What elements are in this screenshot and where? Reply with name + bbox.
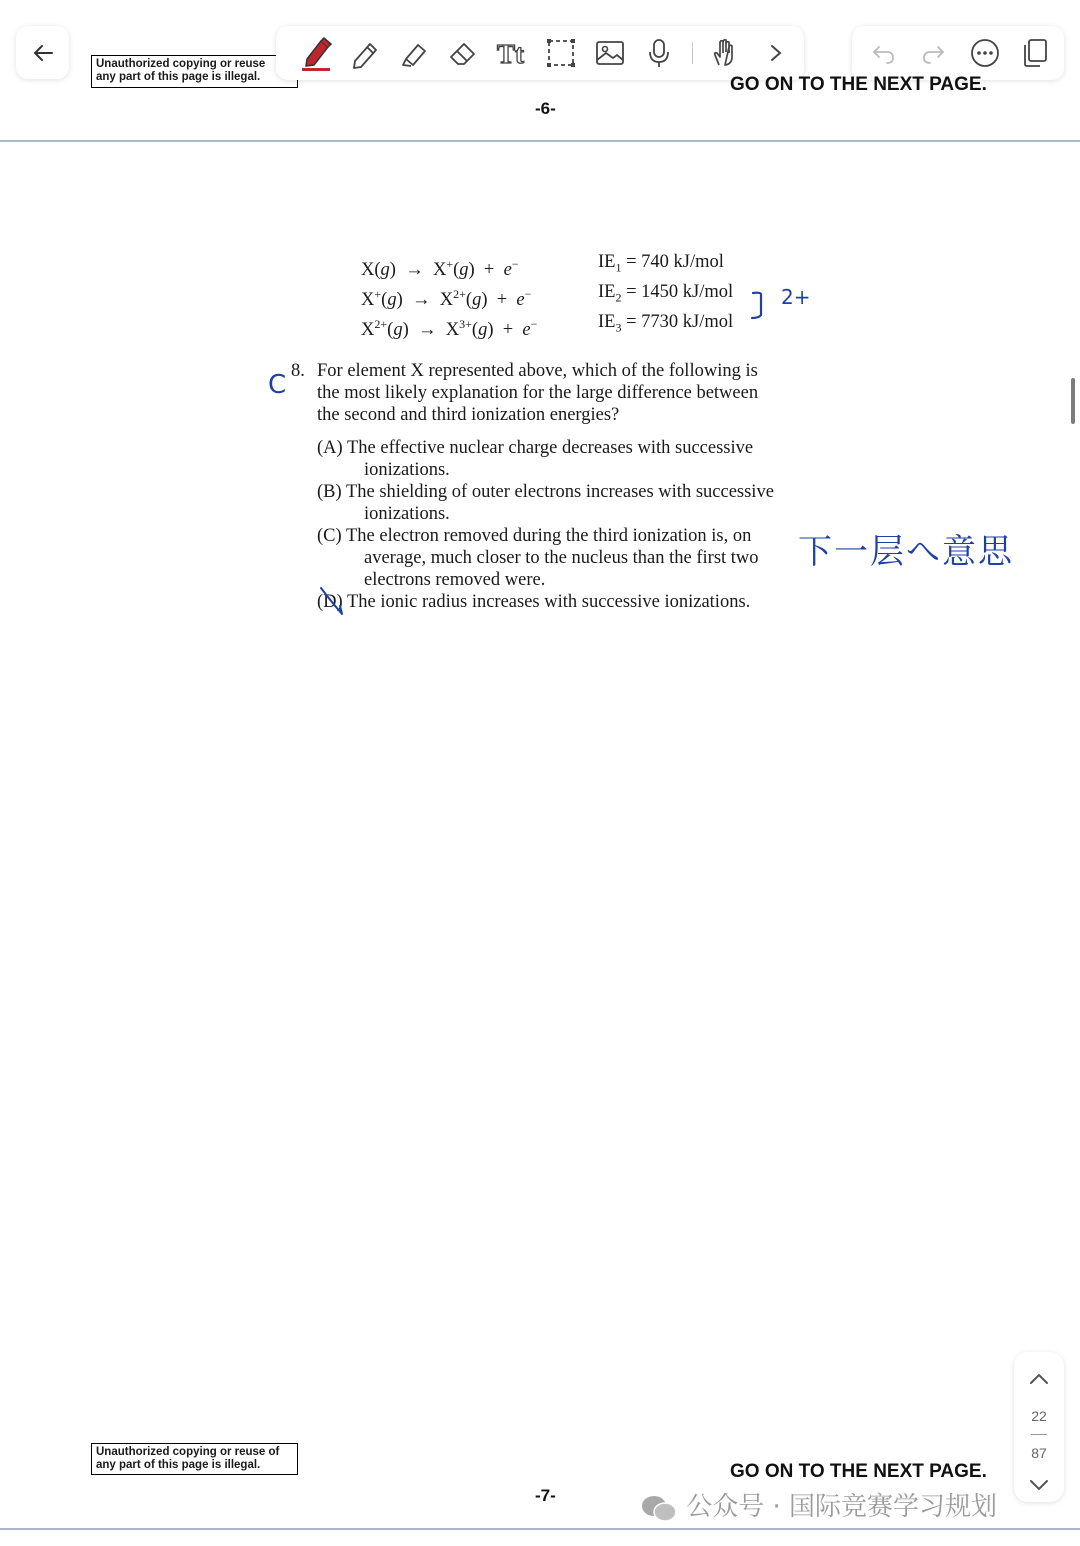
redo-icon [920,39,948,67]
total-page-number: 87 [1031,1445,1047,1461]
pencil-icon [349,37,381,69]
option-a [317,437,753,481]
notice-line: Unauthorized copying or reuse of [96,1446,280,1458]
lasso-select-icon [545,37,577,69]
svg-text:Tt: Tt [497,39,524,69]
text-tool[interactable] [493,34,531,72]
eraser-icon [447,37,479,69]
option-text: ionizations. [364,504,450,524]
notice-line: any part of this page is illegal. [96,71,261,83]
option-b [317,481,774,525]
page-divider [0,140,1080,142]
option-text: The shielding of outer electrons increases with successive [345,482,774,502]
handwritten-strike-d [316,584,348,618]
option-text: ionizations. [364,460,450,480]
arrow-left-icon [30,40,56,66]
option-letter: (A) [317,438,343,458]
option-letter: (B) [317,482,342,502]
option-text: average, much closer to the nucleus than the first two [364,548,759,568]
chevron-up-icon [1027,1370,1051,1388]
copyright-notice-top [91,55,298,88]
question-stem [317,360,758,426]
go-on-next-page-bottom: GO ON TO THE NEXT PAGE. [730,1461,987,1482]
microphone-tool[interactable] [640,34,678,72]
option-letter: (D) [317,592,343,612]
lasso-select-tool[interactable] [542,34,580,72]
scrollbar-thumb[interactable] [1071,378,1075,424]
copyright-notice-bottom [91,1443,298,1475]
page-navigator [1014,1352,1064,1502]
chevron-right-icon [766,41,786,65]
pen-icon [299,35,333,71]
image-tool[interactable] [591,34,629,72]
option-text: electrons removed were. [364,570,546,590]
chevron-down-icon [1027,1476,1051,1494]
ie-value: = 7730 kJ/mol [626,312,734,332]
question-number: 8. [291,361,305,381]
annotation-toolbar [276,26,804,80]
handwritten-answer: C [268,370,287,400]
notice-line: Unauthorized copying or reuse [96,58,266,70]
pen-tool[interactable] [297,34,335,72]
toolbar-divider [692,42,693,64]
pages-icon [1019,37,1051,69]
page-count-divider [1031,1434,1047,1435]
touch-hand-tool[interactable] [706,34,744,72]
go-on-next-page-top: GO ON TO THE NEXT PAGE. [730,74,987,95]
ionization-energy-3: $IE_3 = 7730$ kJ/mol [598,312,734,335]
page-divider [0,1528,1080,1530]
pages-button[interactable] [1016,34,1054,72]
option-text: The electron removed during the third ionization is, on [345,526,752,546]
question-stem-line: the most likely explanation for the large difference between [317,383,759,403]
option-d [317,591,750,613]
notice-line: any part of this page is illegal. [96,1459,261,1471]
page-down-button[interactable] [1027,1476,1051,1497]
text-icon [495,37,529,69]
page-number-top: -6- [535,99,556,118]
wechat-watermark [640,1486,997,1523]
redo-button[interactable] [915,34,953,72]
option-letter: (C) [317,526,342,546]
undo-button[interactable] [864,34,902,72]
handwritten-charge-note: 2+ [781,285,811,309]
undo-icon [869,39,897,67]
highlighter-tool[interactable] [395,34,433,72]
option-c [317,525,759,591]
pencil-tool[interactable] [346,34,384,72]
ionization-energy-1: $IE_1 = 740$ kJ/mol [598,252,724,275]
handwritten-note: 下一层へ意思 [798,532,1014,572]
ie-value: = 1450 kJ/mol [626,282,734,302]
touch-hand-icon [709,37,741,69]
microphone-icon [643,37,675,69]
current-page-number: 22 [1031,1408,1047,1424]
wechat-icon [640,1493,678,1523]
page-up-button[interactable] [1027,1370,1051,1391]
option-text: The effective nuclear charge decreases with successive [346,438,754,458]
option-text: The ionic radius increases with successive ionizations. [346,592,751,612]
question-stem-line: For element X represented above, which of the following is [317,361,758,381]
equation-2: $X^+(g) \to X^{2+}(g) + e^-$ [361,287,532,311]
more-icon [969,37,1001,69]
ionization-energy-2: $IE_2 = 1450$ kJ/mol [598,282,734,305]
equation-1: X(g) → X+(g) + e− [361,257,519,281]
eraser-tool[interactable] [444,34,482,72]
image-icon [594,37,626,69]
watermark-text: 公众号 · 国际竞赛学习规划 [686,1492,998,1522]
more-button[interactable] [966,34,1004,72]
ie-value: = 740 kJ/mol [626,252,724,272]
toolbar-next-button[interactable] [757,34,795,72]
back-button[interactable] [16,26,69,79]
question-stem-line: the second and third ionization energies? [317,405,620,425]
highlighter-icon [398,37,430,69]
history-toolbar [852,26,1064,80]
page-number-bottom: -7- [535,1486,556,1505]
equation-3: $X^{2+}(g) \to X^{3+}(g) + e^-$ [361,317,538,341]
